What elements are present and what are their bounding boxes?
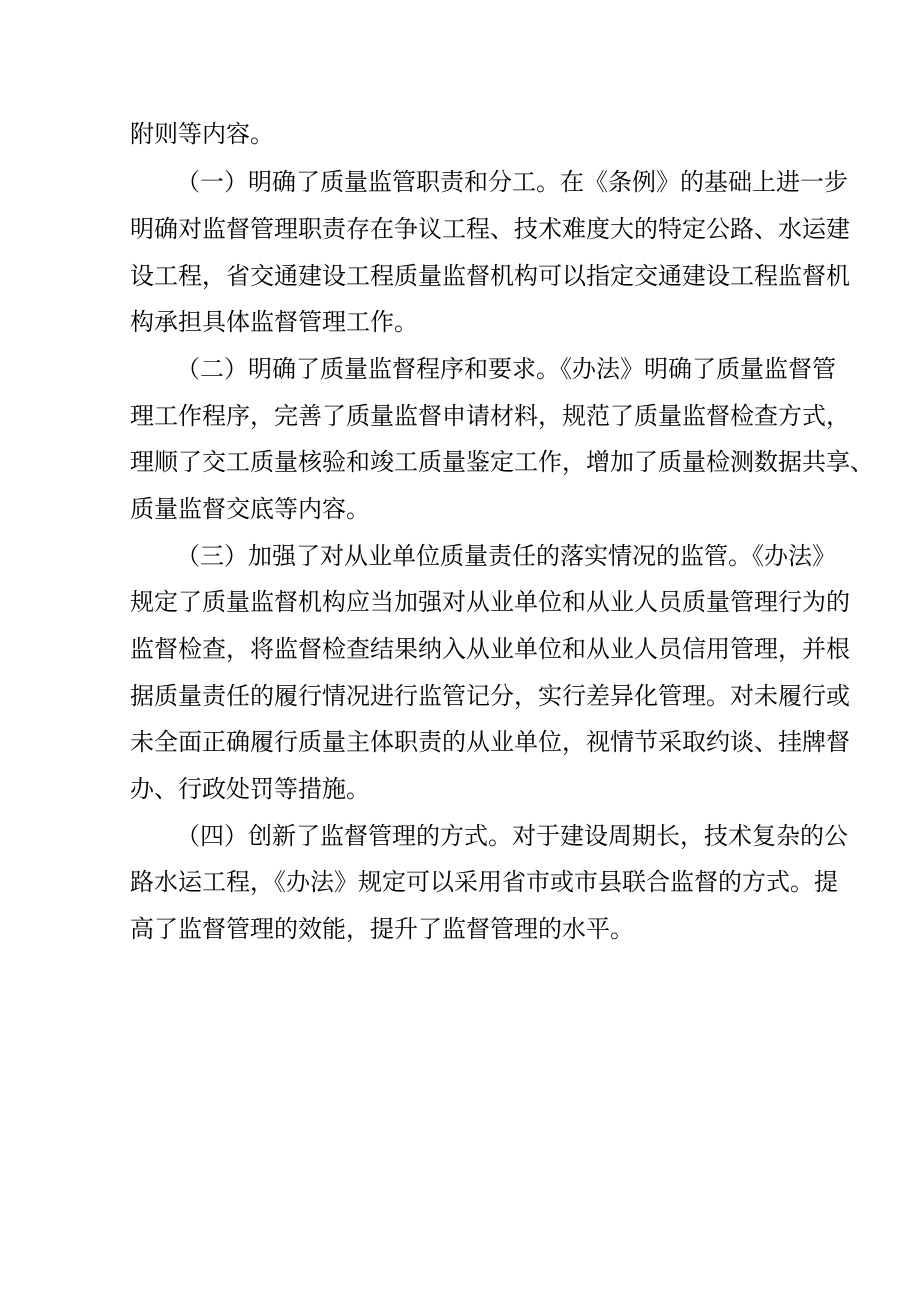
paragraph-2-first-line: （二）明确了质量监督程序和要求。《办法》明确了质量监督管: [176, 355, 836, 383]
text-line: 设工程，省交通建设工程质量监督机构可以指定交通建设工程监督机: [130, 262, 850, 290]
text-line: 高了监督管理的效能，提升了监督管理的水平。: [130, 915, 634, 943]
text-line: 规定了质量监督机构应当加强对从业单位和从业人员质量管理行为的: [130, 588, 850, 616]
text-line: 构承担具体监督管理工作。: [130, 308, 418, 336]
text-line: 未全面正确履行质量主体职责的从业单位，视情节采取约谈、挂牌督: [130, 728, 850, 756]
paragraph-4-first-line: （四）创新了监督管理的方式。对于建设周期长，技术复杂的公: [176, 822, 848, 850]
text-line: 路水运工程，《办法》规定可以采用省市或市县联合监督的方式。提: [130, 868, 838, 896]
text-line: 理顺了交工质量核验和竣工质量鉴定工作，增加了质量检测数据共享、: [130, 448, 874, 476]
paragraph-3-first-line: （三）加强了对从业单位质量责任的落实情况的监管。《办法》: [176, 542, 836, 570]
text-line: 据质量责任的履行情况进行监管记分，实行差异化管理。对未履行或: [130, 682, 850, 710]
paragraph-1-first-line: （一）明确了质量监管职责和分工。在《条例》的基础上进一步: [176, 168, 848, 196]
text-line: 理工作程序，完善了质量监督申请材料，规范了质量监督检查方式，: [130, 402, 850, 430]
text-line: 明确对监督管理职责存在争议工程、技术难度大的特定公路、水运建: [130, 215, 850, 243]
text-line: 附则等内容。: [130, 120, 274, 148]
text-line: 质量监督交底等内容。: [130, 495, 370, 523]
text-line: 办、行政处罚等措施。: [130, 775, 370, 803]
text-line: 监督检查，将监督检查结果纳入从业单位和从业人员信用管理，并根: [130, 635, 850, 663]
